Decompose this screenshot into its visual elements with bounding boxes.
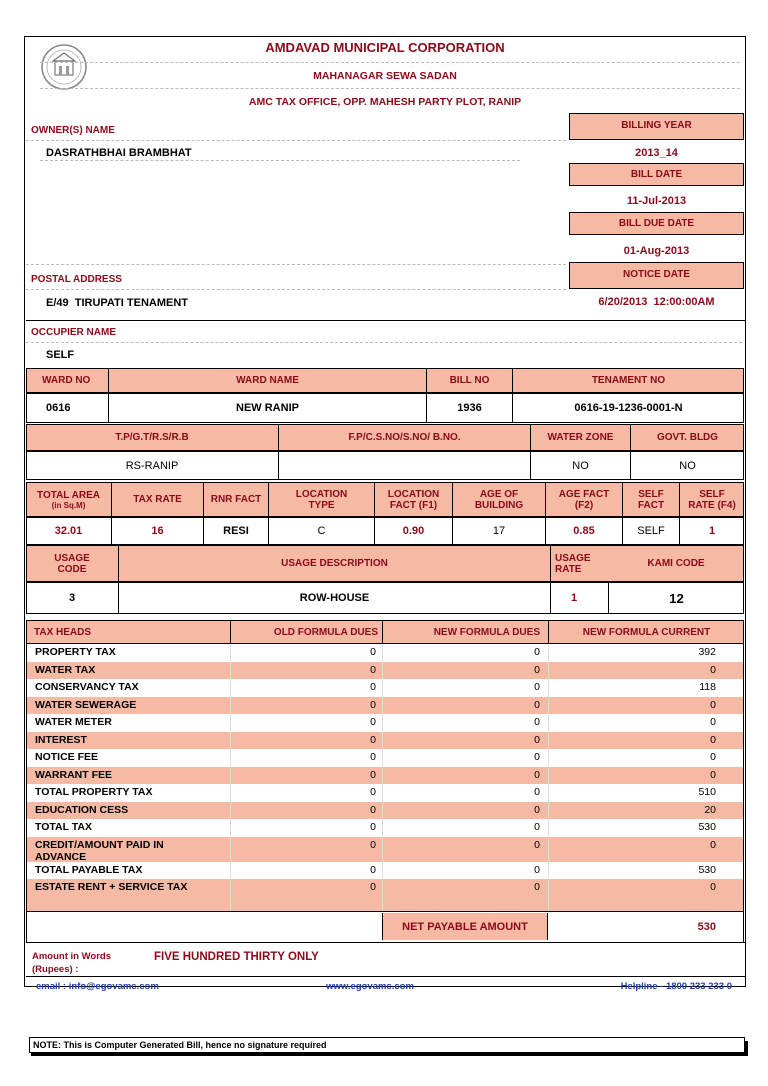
rnr-fact: RESI — [203, 517, 268, 545]
new-dues-value: 0 — [534, 803, 540, 816]
usage-code-label-1: USAGE — [54, 552, 90, 564]
amc-logo — [40, 41, 88, 93]
tenament-no: 0616-19-1236-0001-N — [512, 393, 744, 423]
footer-email[interactable]: email : info@egovamc.com — [36, 981, 159, 992]
tax-head: CONSERVANCY TAX — [35, 681, 139, 693]
old-dues-value: 0 — [370, 838, 376, 851]
new-current-value: 0 — [710, 698, 716, 711]
self-rate-label-1: SELF — [699, 488, 725, 500]
old-dues-value: 0 — [370, 646, 376, 658]
new-current-header: NEW FORMULA CURRENT — [548, 620, 744, 644]
age-fact-label-1: AGE FACT — [558, 488, 610, 500]
footer-website[interactable]: www.egovamc.com — [326, 981, 414, 992]
billing-year-label: BILLING YEAR — [621, 120, 692, 131]
fp-value — [278, 451, 530, 480]
office-address: AMC TAX OFFICE, OPP. MAHESH PARTY PLOT, RANIP — [248, 96, 522, 108]
note-text: NOTE: This is Computer Generated Bill, hence no signature required — [33, 1040, 327, 1050]
usage-rate: 1 — [550, 582, 608, 614]
age-fact-header — [545, 482, 622, 517]
self-fact-label-1: SELF — [638, 488, 664, 500]
old-dues-value: 0 — [370, 881, 376, 893]
total-area: 32.01 — [54, 525, 83, 537]
bill-date: 11-Jul-2013 — [626, 195, 687, 207]
usage-rate-header — [550, 545, 608, 582]
footer-helpline: Helpline - 1800 233 233 0 — [620, 981, 732, 992]
new-dues-value: 0 — [534, 646, 540, 658]
new-current-value: 0 — [710, 768, 716, 781]
divider — [26, 342, 742, 343]
ward-name-header: WARD NAME — [108, 368, 426, 393]
self-fact-header — [622, 482, 679, 517]
tax-head: TOTAL TAX — [35, 821, 92, 833]
divider — [26, 320, 746, 321]
postal-address: E/49 TIRUPATI TENAMENT — [46, 297, 188, 309]
location-type-label-1: LOCATION — [295, 488, 348, 500]
new-current-value: 0 — [710, 751, 716, 763]
divider — [40, 88, 740, 89]
new-current-value: 510 — [698, 786, 716, 798]
usage-desc-header: USAGE DESCRIPTION — [118, 545, 550, 582]
ward-no-header: WARD NO — [42, 375, 91, 386]
old-dues-value: 0 — [370, 786, 376, 798]
ward-name: NEW RANIP — [108, 393, 426, 423]
tax-head: NOTICE FEE — [35, 751, 99, 763]
org-name: AMDAVAD MUNICIPAL CORPORATION — [265, 40, 505, 55]
words-row-line — [26, 942, 746, 943]
location-fact-header — [374, 482, 452, 517]
fp-header: F.P/C.S.NO/S.NO/ B.NO. — [278, 424, 530, 451]
age-building-header — [452, 482, 545, 517]
words-label — [32, 950, 111, 976]
self-fact-label-2: FACT — [637, 499, 665, 511]
tenament-no-header: TENAMENT NO — [512, 368, 744, 393]
old-dues-value: 0 — [370, 698, 376, 711]
tax-head: PROPERTY TAX — [35, 646, 116, 658]
bill-no: 1936 — [426, 393, 512, 423]
location-fact: 0.90 — [374, 517, 452, 545]
new-current-value: 530 — [698, 863, 716, 876]
govt-bldg-value: NO — [630, 451, 744, 480]
new-current-value: 392 — [698, 646, 716, 658]
net-payable-label: NET PAYABLE AMOUNT — [402, 920, 528, 933]
location-type: C — [268, 517, 374, 545]
total-area-unit: (in Sq.M) — [51, 500, 86, 510]
water-zone-value: NO — [530, 451, 630, 480]
bill-due-label: BILL DUE DATE — [618, 218, 695, 229]
tax-head: WATER SEWERAGE — [35, 698, 137, 711]
old-dues-value: 0 — [370, 663, 376, 676]
postal-label: POSTAL ADDRESS — [31, 274, 122, 285]
owner-name: DASRATHBHAI BRAMBHAT — [46, 147, 192, 159]
rnr-fact-header: RNR FACT — [203, 482, 268, 517]
new-dues-value: 0 — [534, 881, 540, 893]
new-dues-value: 0 — [534, 786, 540, 798]
location-fact-label-2: FACT (F1) — [389, 499, 438, 511]
net-payable-amount: 530 — [697, 920, 716, 933]
new-dues-value: 0 — [534, 716, 540, 728]
tax-rate: 16 — [111, 517, 203, 545]
total-area-header — [26, 482, 111, 517]
new-current-value: 0 — [710, 663, 716, 676]
bill-due-date: 01-Aug-2013 — [623, 245, 690, 257]
divider — [26, 289, 566, 290]
govt-bldg-header: GOVT. BLDG — [630, 424, 744, 451]
divider — [26, 264, 566, 265]
age-fact-label-2: (F2) — [574, 499, 594, 511]
old-dues-value: 0 — [370, 863, 376, 876]
usage-desc: ROW-HOUSE — [118, 582, 550, 614]
owner-label: OWNER(S) NAME — [31, 125, 115, 136]
water-zone-header: WATER ZONE — [530, 424, 630, 451]
new-dues-value: 0 — [534, 681, 540, 693]
old-dues-value: 0 — [370, 768, 376, 781]
old-dues-value: 0 — [370, 733, 376, 746]
location-type-label-2: TYPE — [308, 499, 335, 511]
notice-date-label: NOTICE DATE — [622, 269, 691, 280]
office-name: MAHANAGAR SEWA SADAN — [313, 70, 457, 82]
age-building-label-1: AGE OF — [479, 488, 519, 500]
tax-head: ESTATE RENT + SERVICE TAX — [35, 881, 188, 893]
tax-head: TOTAL PROPERTY TAX — [35, 786, 153, 798]
new-current-value: 20 — [704, 803, 716, 816]
total-area-label: TOTAL AREA — [37, 489, 100, 501]
new-dues-value: 0 — [534, 751, 540, 763]
new-current-value: 530 — [698, 821, 716, 833]
old-dues-value: 0 — [370, 681, 376, 693]
kami-code-header: KAMI CODE — [647, 558, 705, 569]
old-dues-value: 0 — [370, 803, 376, 816]
new-current-value: 0 — [710, 838, 716, 851]
bill-due-header — [569, 212, 744, 235]
amount-in-words: FIVE HUNDRED THIRTY ONLY — [154, 951, 319, 963]
age-building-label-2: BUILDING — [474, 499, 524, 511]
bill-no-header: BILL NO — [426, 368, 512, 393]
new-dues-value: 0 — [534, 768, 540, 781]
old-dues-header: OLD FORMULA DUES — [230, 620, 382, 644]
bill-date-header — [569, 163, 744, 186]
tax-head: CREDIT/AMOUNT PAID IN ADVANCE — [35, 838, 164, 863]
age-building: 17 — [452, 517, 545, 545]
tax-head: WARRANT FEE — [35, 768, 112, 781]
new-dues-value: 0 — [534, 863, 540, 876]
new-dues-value: 0 — [534, 733, 540, 746]
new-current-value: 0 — [710, 733, 716, 746]
tax-head: TOTAL PAYABLE TAX — [35, 863, 143, 876]
usage-code-label-2: CODE — [57, 563, 87, 575]
kami-code: 12 — [608, 582, 744, 614]
usage-rate-label-2: RATE — [555, 563, 582, 575]
tp-header: T.P/G.T/R.S/R.B — [115, 432, 189, 443]
location-fact-label-1: LOCATION — [387, 488, 440, 500]
tax-head: INTEREST — [35, 733, 87, 746]
tax-body — [26, 644, 744, 912]
tp-value: RS-RANIP — [125, 459, 179, 472]
divider — [26, 140, 566, 141]
usage-rate-label-1: USAGE — [555, 552, 591, 564]
billing-year: 2013_14 — [635, 147, 678, 159]
tax-head: EDUCATION CESS — [35, 803, 129, 816]
footer-line — [26, 976, 746, 977]
tax-rate-header: TAX RATE — [111, 482, 203, 517]
divider — [40, 160, 520, 161]
occupier-name: SELF — [46, 349, 75, 361]
new-current-value: 118 — [699, 681, 716, 693]
new-dues-value: 0 — [534, 698, 540, 711]
new-dues-value: 0 — [534, 838, 540, 851]
self-rate: 1 — [679, 517, 744, 545]
tax-head: WATER TAX — [35, 663, 96, 676]
age-fact: 0.85 — [545, 517, 622, 545]
new-current-value: 0 — [710, 881, 716, 893]
notice-date: 6/20/2013 12:00:00AM — [598, 296, 715, 308]
divider — [40, 62, 740, 63]
self-rate-label-2: RATE (F4) — [688, 499, 736, 511]
words-label-1: Amount in Words — [32, 951, 111, 962]
self-fact: SELF — [622, 517, 679, 545]
ward-no: 0616 — [46, 402, 71, 414]
location-type-header — [268, 482, 374, 517]
tax-heads-header: TAX HEADS — [34, 626, 92, 638]
tax-head: WATER METER — [35, 716, 112, 728]
usage-code-header — [26, 545, 118, 582]
new-dues-header: NEW FORMULA DUES — [382, 620, 548, 644]
notice-date-header — [569, 262, 744, 289]
old-dues-value: 0 — [370, 751, 376, 763]
self-rate-header — [679, 482, 744, 517]
words-label-2: (Rupees) : — [32, 964, 79, 975]
old-dues-value: 0 — [370, 716, 376, 728]
new-dues-value: 0 — [534, 821, 540, 833]
new-current-value: 0 — [710, 716, 716, 728]
occupier-label: OCCUPIER NAME — [31, 327, 117, 338]
old-dues-value: 0 — [370, 821, 376, 833]
usage-code: 3 — [68, 592, 76, 604]
billing-year-header — [569, 113, 744, 140]
new-dues-value: 0 — [534, 663, 540, 676]
bill-date-label: BILL DATE — [630, 169, 683, 180]
